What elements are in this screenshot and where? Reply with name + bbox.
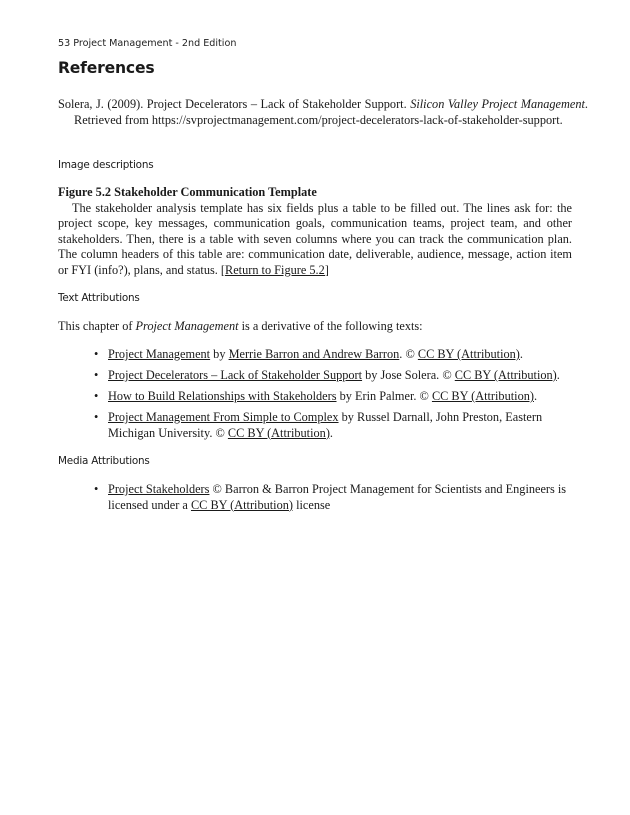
reference-italic-title: Silicon Valley Project Management [410, 97, 585, 111]
text-attributions-list [58, 347, 572, 447]
license-link[interactable]: CC BY (Attribution) [190, 497, 293, 512]
source-by: by [210, 347, 229, 361]
media-credit: © Barron & Barron Project Management for Scientists and Engineers is licensed under a [108, 482, 567, 512]
license-link[interactable]: CC BY (Attribution) [417, 347, 520, 361]
reference-text: Solera, J. (2009). Project Decelerators – Lack of Stakeholder Support. [58, 97, 411, 111]
source-author-link[interactable]: Merrie Barron and Andrew Barron [228, 347, 400, 361]
media-attributions-list [58, 482, 572, 519]
return-to-figure-link[interactable]: [Return to Figure 5.2] [220, 262, 329, 277]
source-by: by Russel Darnall, John Preston, Eastern Michigan University. © [108, 410, 543, 440]
license-link[interactable]: CC BY (Attribution) [431, 389, 534, 403]
source-end: . [329, 425, 333, 440]
media-attributions-heading: Media Attributions [58, 455, 150, 467]
intro-italic: Project Management [135, 319, 239, 333]
figure-description [58, 185, 572, 278]
text-attributions-heading: Text Attributions [58, 292, 140, 304]
bullet-icon: • [94, 410, 99, 424]
list-item [58, 347, 572, 363]
figure-description-body [58, 201, 572, 279]
intro-text-end: is a derivative of the following texts: [238, 319, 423, 333]
license-link[interactable]: CC BY (Attribution) [454, 368, 557, 382]
source-end: . [519, 347, 523, 361]
list-item [58, 389, 572, 405]
figure-heading: Figure 5.2 Stakeholder Communication Template [58, 185, 317, 199]
source-title-link[interactable]: Project Decelerators – Lack of Stakeholder Support [108, 368, 363, 382]
reference-entry [58, 97, 588, 128]
attributions-intro [58, 319, 423, 335]
bullet-icon: • [94, 389, 99, 403]
bullet-icon: • [94, 482, 99, 496]
source-end: . [556, 368, 560, 382]
reference-retrieval: . Retrieved from https://svprojectmanagement.com/project-decelerators-lack-of-stakeholder-support. [74, 97, 588, 127]
source-end: . [533, 389, 538, 403]
list-item [58, 482, 572, 513]
media-title-link[interactable]: Project Stakeholders [108, 482, 210, 496]
source-title-link[interactable]: Project Management From Simple to Complex [108, 410, 339, 424]
source-sep: . © [399, 347, 418, 361]
page-title: References [58, 59, 155, 77]
source-title-link[interactable]: How to Build Relationships with Stakeholders [108, 389, 337, 403]
source-by: by Erin Palmer. © [336, 389, 432, 403]
bullet-icon: • [94, 368, 99, 382]
license-link[interactable]: CC BY (Attribution) [227, 425, 330, 440]
intro-text: This chapter of [58, 319, 136, 333]
source-title-link[interactable]: Project Management [108, 347, 211, 361]
list-item [58, 368, 572, 384]
running-head: 53 Project Management - 2nd Edition [58, 38, 237, 49]
list-item [58, 410, 572, 441]
image-descriptions-heading: Image descriptions [58, 159, 154, 171]
media-end: license [293, 497, 331, 512]
source-by: by Jose Solera. © [362, 368, 455, 382]
bullet-icon: • [94, 347, 99, 361]
figure-body-text: The stakeholder analysis template has six fields plus a table to be filled out. The lines ask for: the project scope, key messages, communication goals, communication teams, project team, and other stakeholders. Then, there is a table with seven columns where you can track the communication plan. The column headers of this table are: communication date, deliverable, audience, message, action item or FYI (info?), plans, and status. [58, 200, 572, 277]
